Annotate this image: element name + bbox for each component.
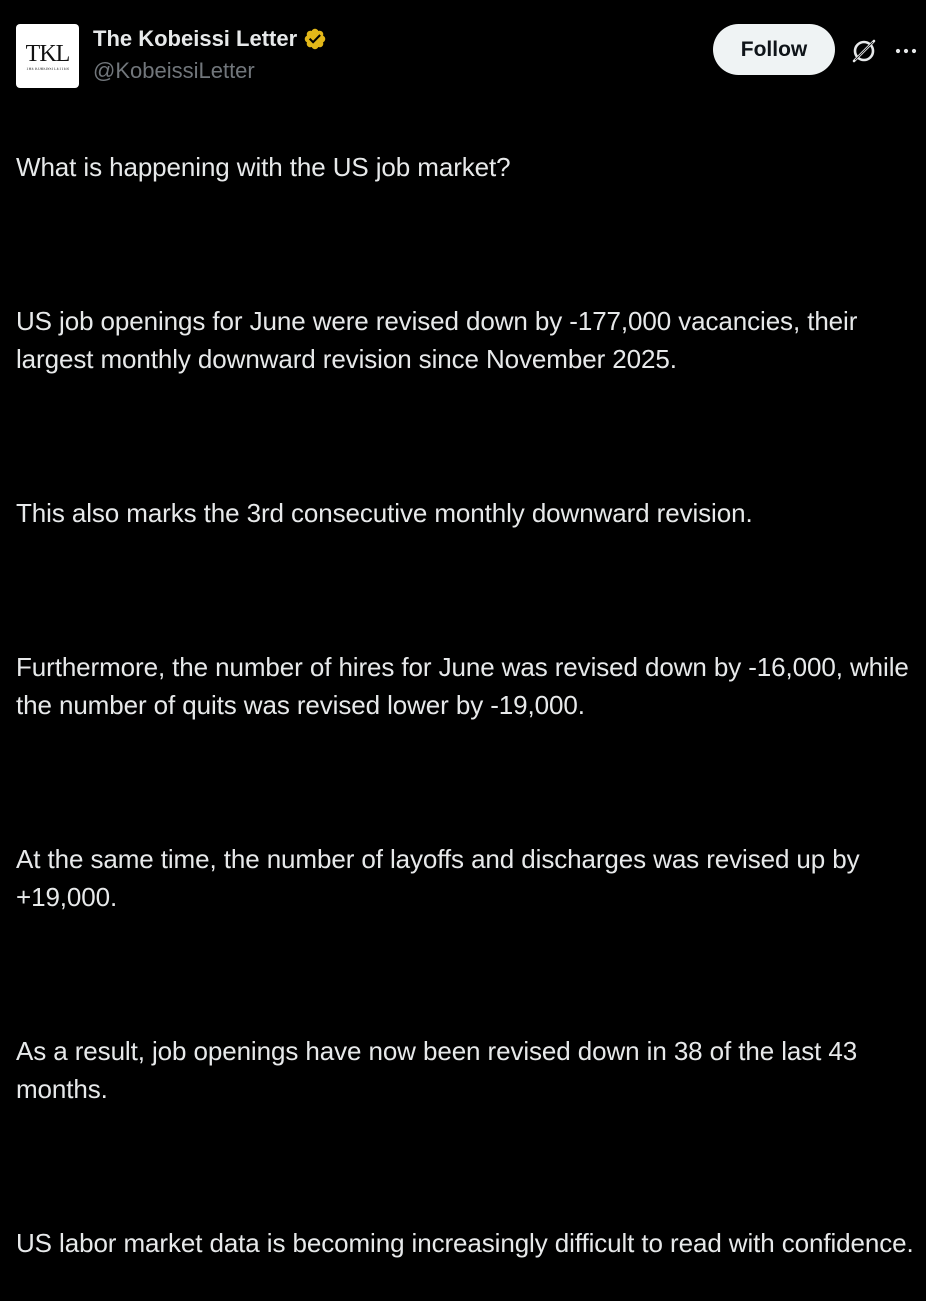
author-handle[interactable]: @KobeissiLetter: [93, 58, 255, 83]
avatar-monogram: TKL: [25, 40, 70, 67]
post-paragraph: US labor market data is becoming increasingly difficult to read with confidence.: [16, 1227, 914, 1258]
post-paragraph: US job openings for June were revised down by -177,000 vacancies, their largest monthly downward revision since November 2025.: [16, 306, 858, 375]
more-icon[interactable]: [893, 38, 919, 64]
post-paragraph: Furthermore, the number of hires for June was revised down by -16,000, while the number of quits was revised lower by -19,000.: [16, 651, 909, 721]
paragraph-gap: [16, 417, 920, 455]
follow-button[interactable]: Follow: [713, 24, 835, 75]
verified-badge-icon[interactable]: [303, 27, 327, 51]
post-paragraph: As a result, job openings have now been revised down in 38 of the last 43 months.: [16, 1035, 858, 1105]
avatar-subtitle: THE KOBEISSI LETTER: [26, 67, 69, 71]
author-name-row: [93, 25, 327, 53]
grok-icon[interactable]: [849, 36, 879, 66]
post-text: [16, 110, 920, 1301]
paragraph-gap: [16, 225, 920, 263]
author-display-name[interactable]: The Kobeissi Letter: [93, 26, 298, 51]
paragraph-gap: [16, 955, 920, 993]
paragraph-gap: [16, 1147, 920, 1185]
paragraph-gap: [16, 763, 920, 801]
avatar[interactable]: [16, 24, 79, 88]
paragraph-gap: [16, 571, 920, 609]
post-paragraph: What is happening with the US job market?: [16, 152, 511, 183]
post-paragraph: This also marks the 3rd consecutive monthly downward revision.: [16, 498, 753, 529]
post-paragraph: At the same time, the number of layoffs and discharges was revised up by +19,000.: [16, 843, 860, 913]
